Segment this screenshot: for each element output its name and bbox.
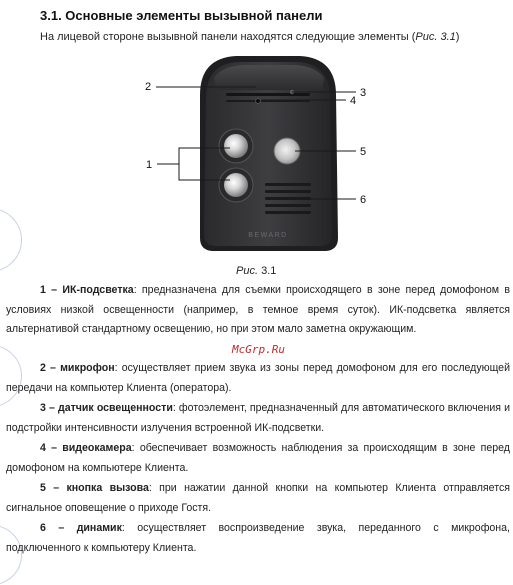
device-figure: [0, 0, 513, 280]
camera-lens: [256, 99, 261, 104]
list-item: [6, 359, 510, 398]
device-brand-text: BEWARD: [248, 232, 288, 239]
item-term: динамик: [76, 522, 122, 534]
item-description: : осуществляет воспроизведение звука, переданного с микрофона, подключенного к компьютеру Клиента.: [6, 522, 510, 554]
callout-label-4: 4: [350, 95, 357, 107]
list-item: [6, 519, 510, 558]
item-number: 4 –: [40, 442, 58, 454]
item-number: 6 –: [40, 522, 65, 534]
item-description: : фотоэлемент, предназначенный для автоматического включения и подстройки интенсивности излучения встроенной ИК-подсветки.: [6, 402, 510, 434]
item-term: кнопка вызова: [66, 482, 149, 494]
caption-prefix: Рис.: [236, 265, 259, 277]
item-term: видеокамера: [62, 442, 132, 454]
item-description: : осуществляет прием звука из зоны перед домофоном для его последующей передачи на компьютер Клиента (оператора).: [6, 362, 510, 394]
item-number: 1 –: [40, 284, 58, 296]
item-description: : при нажатии данной кнопки на компьютер Клиента отправляется сигнальное оповещение о приходе Гостя.: [6, 482, 510, 514]
intro-figure-reference: Рис. 3.1: [415, 31, 456, 43]
figure-caption: [236, 265, 276, 277]
callout-label-1: 1: [146, 159, 153, 171]
callout-label-2: 2: [145, 81, 152, 93]
intro-closing: ): [455, 31, 460, 43]
item-number: 2 –: [40, 362, 56, 374]
item-term: ИК-подсветка: [62, 284, 134, 296]
caption-number: 3.1: [261, 265, 277, 277]
list-item: [6, 439, 510, 478]
site-watermark: McGrp.Ru: [232, 343, 285, 356]
list-item: [6, 479, 510, 518]
callout-label-5: 5: [360, 146, 367, 158]
list-item: [6, 281, 510, 340]
list-item: [6, 399, 510, 438]
item-term: датчик освещенности: [57, 402, 173, 414]
callout-label-3: 3: [360, 87, 367, 99]
item-number: 3 –: [40, 402, 55, 414]
item-description: : предназначена для съемки происходящего в зоне перед домофоном в условиях низкой освещенности (например, в темное время суток). ИК-подсветка является альтернативой стандартному освещению, но при этом мало заметна окружающим.: [6, 284, 510, 335]
section-heading: 3.1. Основные элементы вызывной панели: [40, 8, 323, 23]
intro-text: На лицевой стороне вызывной панели находятся следующие элементы (: [40, 31, 416, 43]
callout-label-6: 6: [360, 194, 367, 206]
microphone-slot: [226, 93, 310, 96]
device-visor: [214, 65, 324, 90]
item-description: : обеспечивает возможность наблюдения за происходящим в зоне перед домофоном на компьютере Клиента.: [6, 442, 510, 474]
item-number: 5 –: [40, 482, 60, 494]
item-term: микрофон: [60, 362, 115, 374]
